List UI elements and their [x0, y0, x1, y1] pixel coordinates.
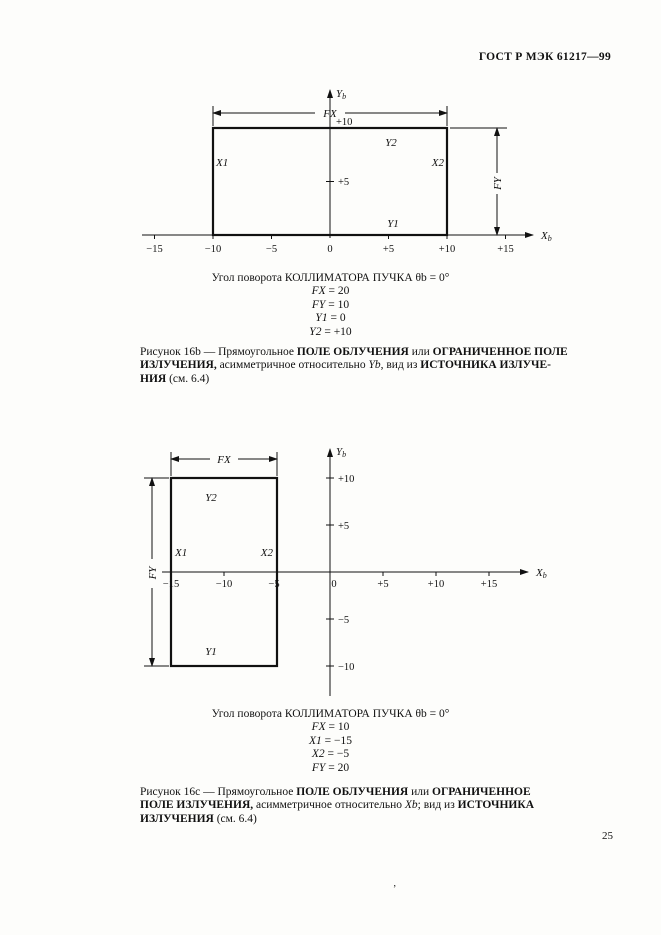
document-code: ГОСТ Р МЭК 61217—99 — [478, 51, 611, 63]
y-tick-label: +5 — [338, 521, 350, 532]
caption-line: Рисунок 16c — Прямоугольное ПОЛЕ ОБЛУЧЕНИЯ или ОГРАНИЧЕННОЕ — [140, 786, 531, 798]
x-tick-label: +5 — [382, 244, 395, 255]
axes — [162, 449, 528, 696]
y-tick-label: −5 — [338, 615, 350, 626]
x-tick-label: +15 — [480, 579, 498, 590]
fy-dimension-label: FY — [147, 566, 159, 580]
param-line: FY = 20 — [311, 761, 350, 774]
figure-16c-caption — [140, 786, 570, 826]
stray-mark: ’ — [393, 884, 397, 895]
figure-16c-diagram — [0, 440, 661, 702]
caption-line: Рисунок 16b — Прямоугольное ПОЛЕ ОБЛУЧЕНИЯ или ОГРАНИЧЕННОЕ ПОЛЕ — [140, 346, 568, 358]
param-line: FX = 10 — [311, 721, 350, 734]
y-tick-label: −10 — [338, 662, 355, 673]
corner-label-x1: X1 — [175, 547, 188, 559]
figure-16b-settings — [0, 272, 661, 339]
x-axis-label: Xb — [541, 230, 552, 243]
corner-label-x2: X2 — [260, 547, 273, 559]
y-value-label: +10 — [336, 117, 353, 128]
x-tick-label: −10 — [215, 579, 233, 590]
axes — [142, 90, 533, 239]
x-tick-label: +10 — [427, 579, 445, 590]
x-tick-label: 0 — [327, 244, 333, 255]
x-axis-label: Xb — [536, 567, 547, 580]
param-line: Y2 = +10 — [309, 325, 352, 338]
figure-16b-caption — [140, 346, 578, 386]
x-tick-label: +5 — [377, 579, 389, 590]
y-axis-label: Yb — [336, 446, 347, 459]
param-line: FY = 10 — [311, 298, 350, 311]
page-number: 25 — [602, 830, 613, 842]
corner-label-y2: Y2 — [205, 492, 217, 504]
param-line: Y1 = 0 — [315, 312, 346, 325]
collimator-angle-line: Угол поворота КОЛЛИМАТОРА ПУЧКА θb = 0° — [211, 272, 450, 284]
caption-line: НИЯ (см. 6.4) — [140, 372, 210, 385]
corner-label-y1: Y1 — [387, 218, 399, 230]
y-tick-label: +10 — [338, 474, 355, 485]
caption-line: ИЗЛУЧЕНИЯ, асимметричное относительно Yb, вид из ИСТОЧНИКА ИЗЛУЧЕ- — [140, 359, 551, 372]
x-tick-label: −10 — [204, 244, 222, 255]
corner-label-x2: X2 — [431, 157, 444, 169]
x-tick-label: −5 — [268, 579, 280, 590]
figure-16b-diagram — [0, 80, 661, 266]
corner-label-x1: X1 — [216, 157, 229, 169]
caption-line: ИЗЛУЧЕНИЯ (см. 6.4) — [140, 812, 257, 825]
x-tick-label: +10 — [438, 244, 456, 255]
figure-16c-settings — [0, 708, 661, 775]
y-axis-label: Yb — [336, 88, 347, 101]
fx-dimension-label: FX — [323, 108, 337, 120]
x-tick-label: 0 — [331, 579, 337, 590]
param-line: X1 = −15 — [308, 734, 352, 747]
x-tick-label: −5 — [265, 244, 278, 255]
caption-line: ПОЛЕ ИЗЛУЧЕНИЯ, асимметричное относительно Xb; вид из ИСТОЧНИКА — [140, 799, 535, 812]
corner-label-y2: Y2 — [385, 137, 397, 149]
x-tick-label: −15 — [162, 579, 180, 590]
y-value-label: +5 — [338, 177, 350, 188]
param-line: FX = 20 — [311, 285, 350, 298]
x-tick-label: +15 — [497, 244, 514, 255]
corner-label-y1: Y1 — [205, 646, 217, 658]
param-line: X2 = −5 — [311, 748, 350, 761]
fy-dimension-label: FY — [492, 177, 504, 190]
fx-dimension-label: FX — [217, 454, 231, 466]
x-tick-label: −15 — [146, 244, 163, 255]
collimator-angle-line: Угол поворота КОЛЛИМАТОРА ПУЧКА θb = 0° — [211, 708, 450, 720]
